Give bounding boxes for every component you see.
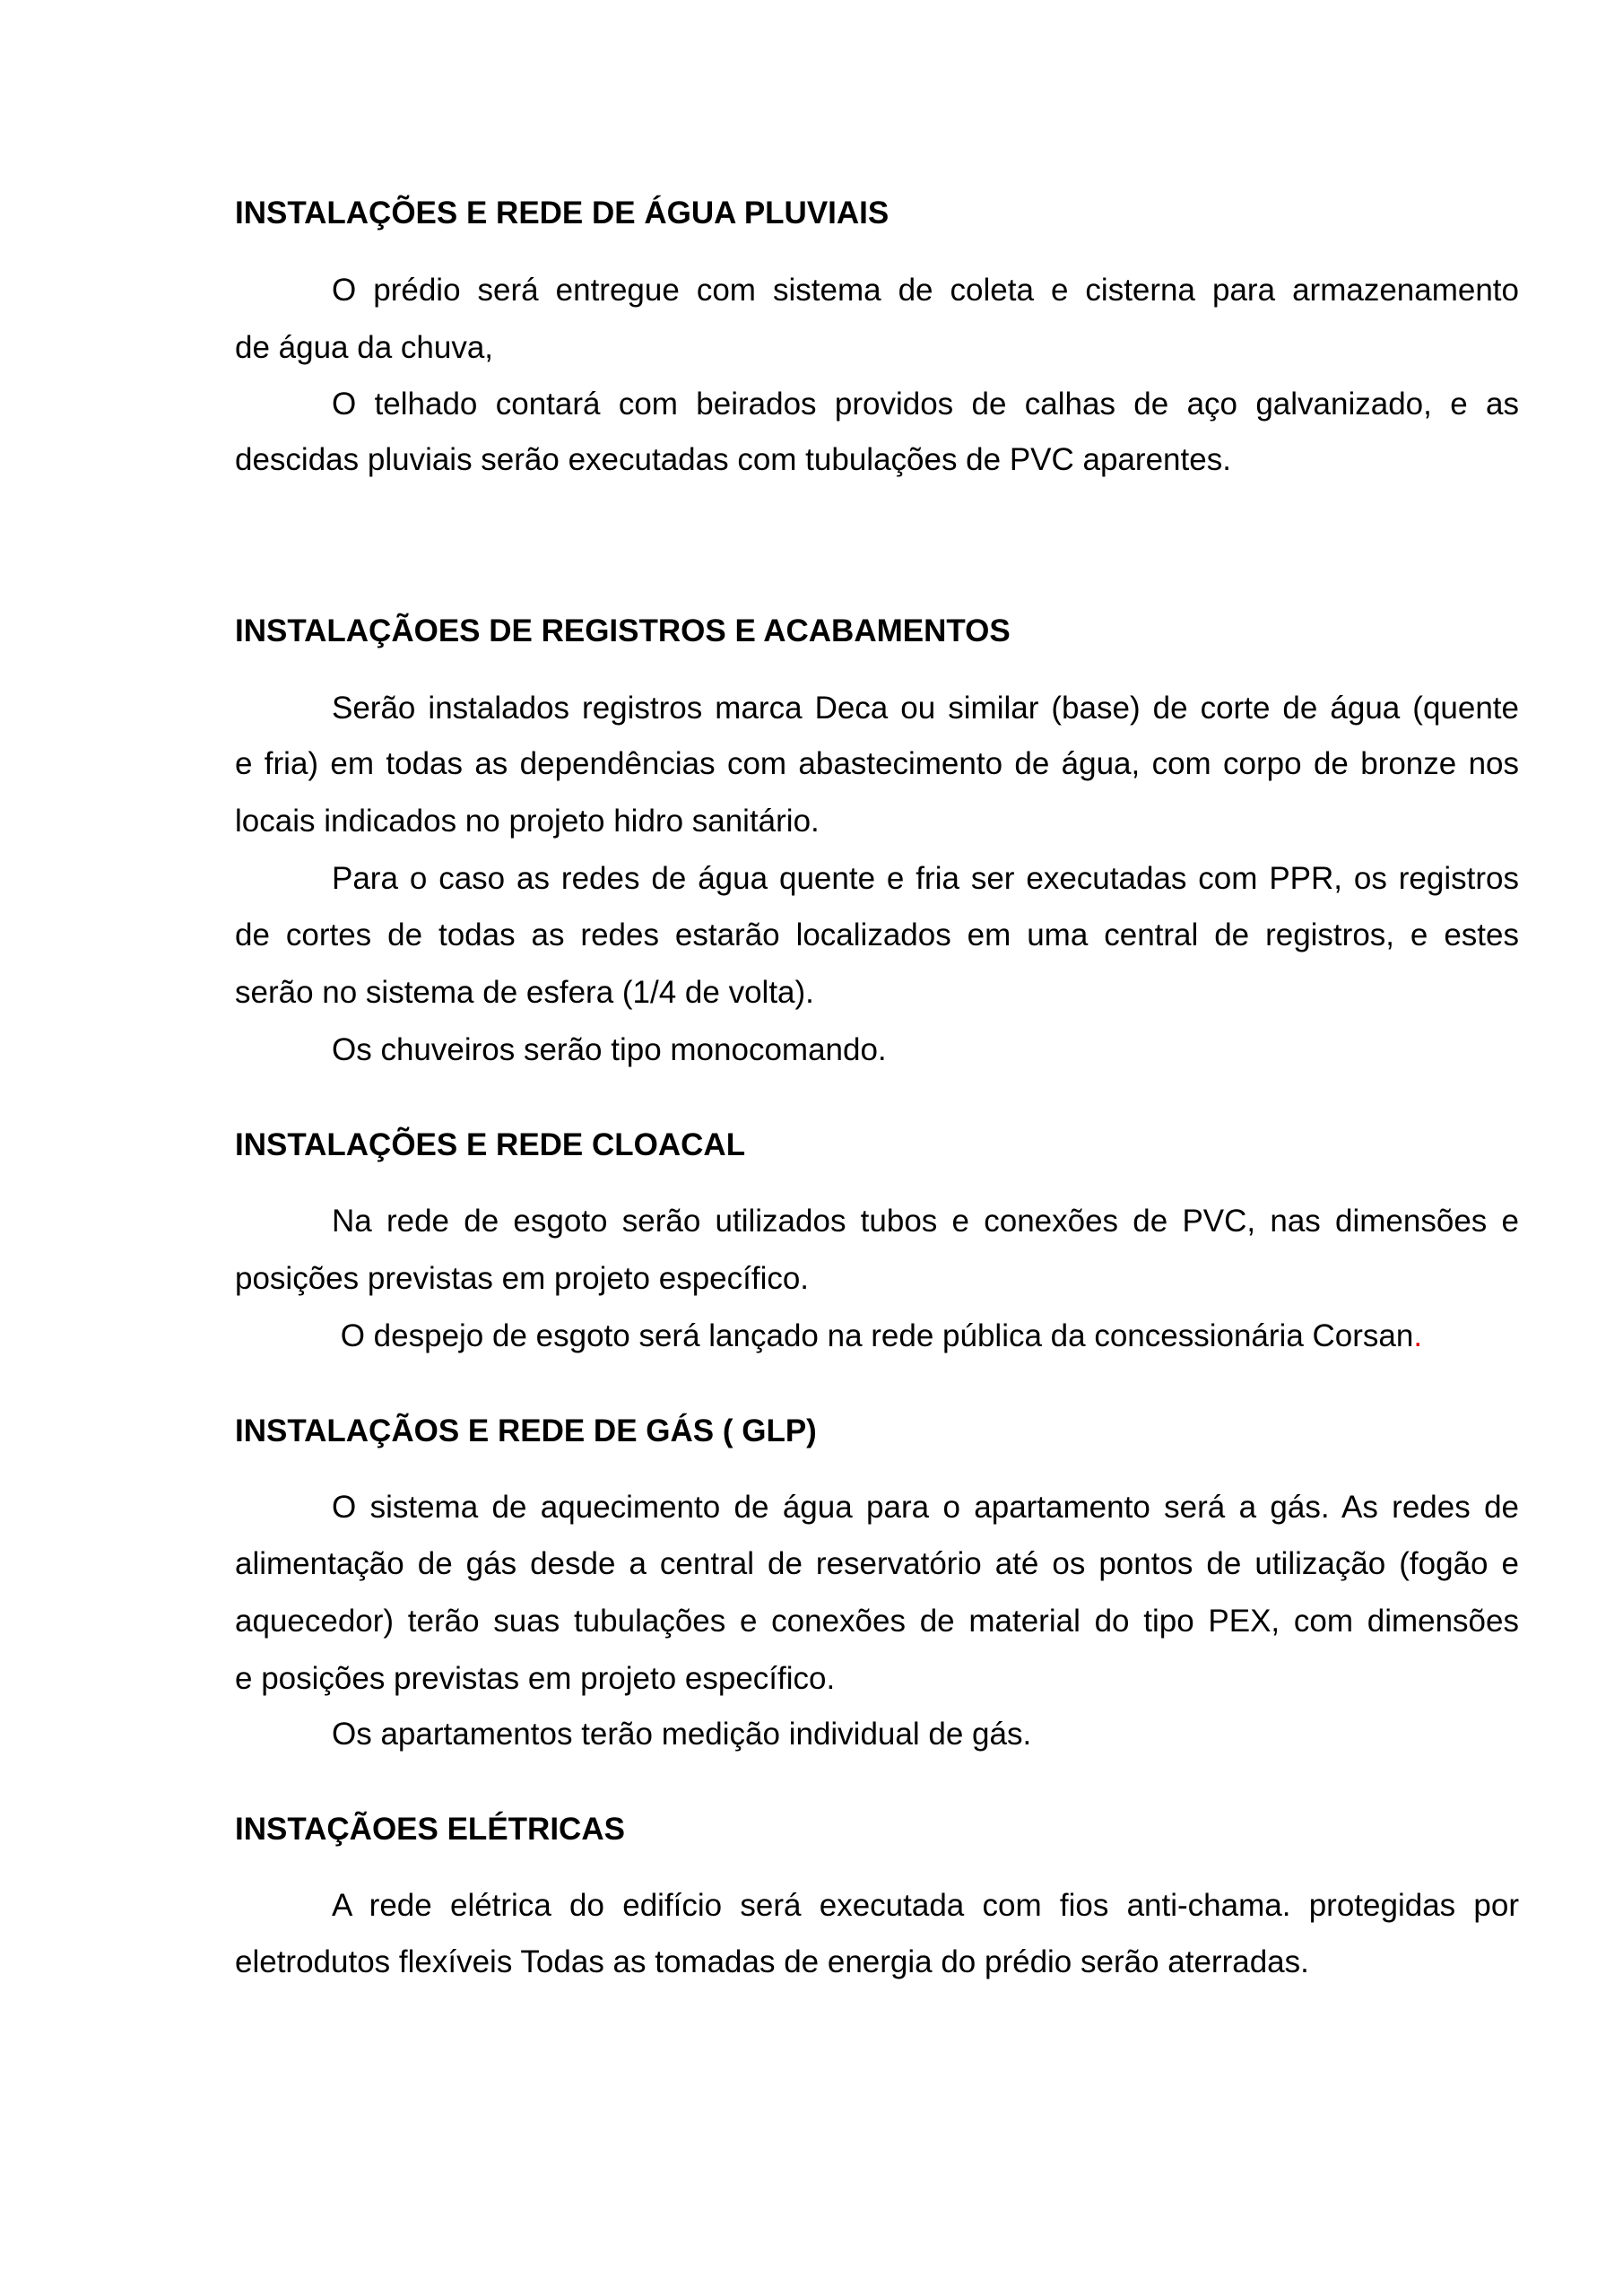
section-heading-rede-gas: INSTALAÇÃOS E REDE DE GÁS ( GLP) <box>235 1413 817 1448</box>
paragraph-line: O prédio será entregue com sistema de coleta e cisterna para armazenamento <box>332 273 1519 308</box>
paragraph-line: posições previstas em projeto específico. <box>235 1261 810 1296</box>
paragraph-line: e fria) em todas as dependências com abastecimento de água, com corpo de bronze nos <box>235 746 1519 781</box>
paragraph-line: de água da chuva, <box>235 330 494 365</box>
paragraph-line: Na rede de esgoto serão utilizados tubos e conexões de PVC, nas dimensões e <box>332 1204 1519 1239</box>
paragraph-line: descidas pluviais serão executadas com tubulações de PVC aparentes. <box>235 442 1231 477</box>
section-heading-eletricas: INSTAÇÃOES ELÉTRICAS <box>235 1812 625 1847</box>
paragraph-line: Os chuveiros serão tipo monocomando. <box>332 1032 887 1067</box>
paragraph-line-text: O despejo de esgoto será lançado na rede pública da concessionária Corsan <box>332 1318 1414 1353</box>
paragraph-line: Os apartamentos terão medição individual de gás. <box>332 1717 1032 1752</box>
paragraph-line: de cortes de todas as redes estarão localizados em uma central de registros, e estes <box>235 918 1519 952</box>
paragraph-line: locais indicados no projeto hidro sanitário. <box>235 804 820 839</box>
paragraph-line <box>235 1318 1519 1354</box>
paragraph-line: O telhado contará com beirados providos de calhas de aço galvanizado, e as <box>332 387 1519 422</box>
paragraph-line: Serão instalados registros marca Deca ou similar (base) de corte de água (quente <box>332 691 1519 726</box>
paragraph-line: A rede elétrica do edifício será executada com fios anti-chama. protegidas por <box>332 1888 1519 1923</box>
red-period: . <box>1413 1318 1423 1353</box>
section-heading-rede-cloacal: INSTALAÇÕES E REDE CLOACAL <box>235 1127 746 1162</box>
section-heading-aguas-pluviais: INSTALAÇÕES E REDE DE ÁGUA PLUVIAIS <box>235 196 890 230</box>
paragraph-line: alimentação de gás desde a central de reservatório até os pontos de utilização (fogão e <box>235 1546 1519 1581</box>
paragraph-line: aquecedor) terão suas tubulações e conexões de material do tipo PEX, com dimensões <box>235 1604 1519 1639</box>
paragraph-line: Para o caso as redes de água quente e fria ser executadas com PPR, os registros <box>332 861 1519 896</box>
section-heading-registros-acabamentos: INSTALAÇÃOES DE REGISTROS E ACABAMENTOS <box>235 613 1011 648</box>
paragraph-line: eletrodutos flexíveis Todas as tomadas de energia do prédio serão aterradas. <box>235 1944 1309 1979</box>
paragraph-line: e posições previstas em projeto específico. <box>235 1661 836 1696</box>
paragraph-line: O sistema de aquecimento de água para o apartamento será a gás. As redes de <box>332 1490 1519 1525</box>
paragraph-line: serão no sistema de esfera (1/4 de volta). <box>235 975 814 1010</box>
